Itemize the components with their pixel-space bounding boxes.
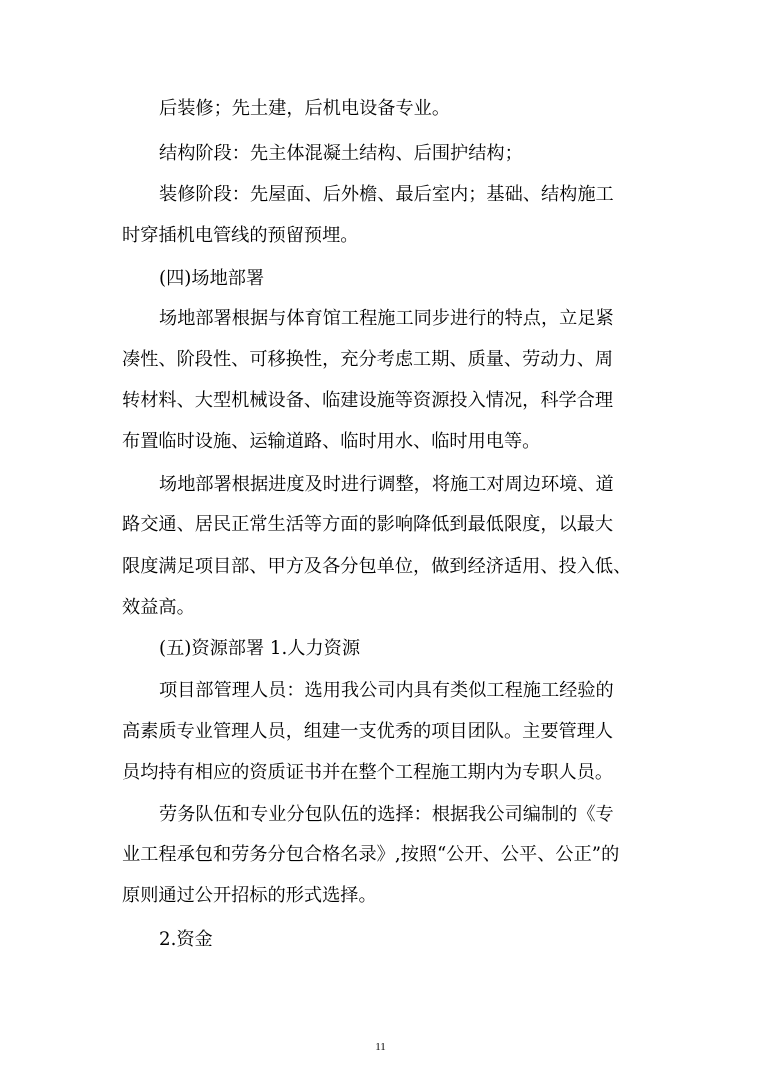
text-line: 高素质专业管理人员，组建一支优秀的项目团队。主要管理人 <box>122 721 614 742</box>
text-line: 凑性、阶段性、可移换性，充分考虑工期、质量、劳动力、周 <box>122 349 614 370</box>
text-line: 项目部管理人员：选用我公司内具有类似工程施工经验的 <box>159 680 614 701</box>
text-line: 场地部署根据与体育馆工程施工同步进行的特点，立足紧 <box>159 308 614 329</box>
text-line: 业工程承包和劳务分包合格名录》,按照“公开、公平、公正”的 <box>122 844 620 865</box>
page-number: 11 <box>375 1041 386 1053</box>
section-heading: 2.资金 <box>159 929 213 950</box>
text-line: 效益高。 <box>122 597 195 618</box>
section-heading: (五)资源部署 1.人力资源 <box>159 638 361 659</box>
text-line: 员均持有相应的资质证书并在整个工程施工期内为专职人员。 <box>122 762 614 783</box>
text-line: 转材料、大型机械设备、临建设施等资源投入情况，科学合理 <box>122 390 614 411</box>
text-line: 原则通过公开招标的形式选择。 <box>122 885 377 906</box>
text-line: 装修阶段：先屋面、后外檐、最后室内；基础、结构施工 <box>159 184 614 205</box>
text-line: 结构阶段：先主体混凝土结构、后围护结构； <box>159 143 523 164</box>
text-line: 场地部署根据进度及时进行调整，将施工对周边环境、道 <box>159 474 614 495</box>
text-line: 路交通、居民正常生活等方面的影响降低到最低限度，以最大 <box>122 514 614 535</box>
text-line: 劳务队伍和专业分包队伍的选择：根据我公司编制的《专 <box>159 804 614 825</box>
text-line: 后装修；先土建，后机电设备专业。 <box>159 98 451 119</box>
section-heading: (四)场地部署 <box>159 268 265 289</box>
text-line: 时穿插机电管线的预留预埋。 <box>122 225 359 246</box>
text-line: 布置临时设施、运输道路、临时用水、临时用电等。 <box>122 431 541 452</box>
text-line: 限度满足项目部、甲方及各分包单位，做到经济适用、投入低、 <box>122 556 632 577</box>
